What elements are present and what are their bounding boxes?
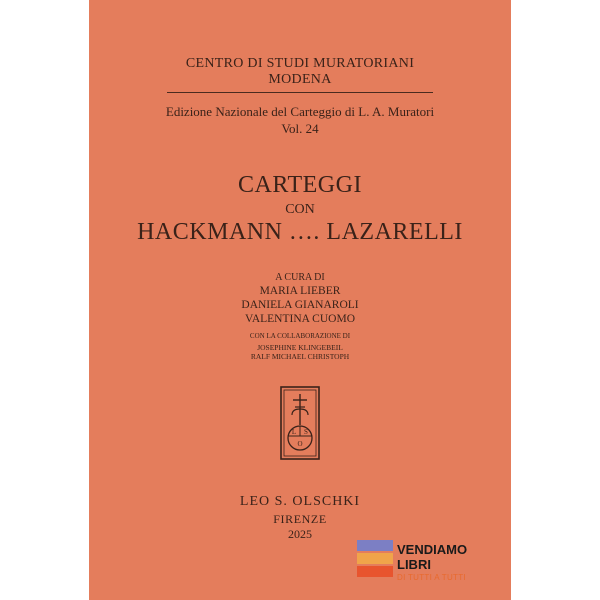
title-line-2: CON — [285, 202, 315, 217]
stack-book-blue — [357, 540, 393, 551]
emblem-letter: L — [291, 428, 297, 436]
emblem-letter: S — [304, 428, 308, 436]
divider — [167, 92, 433, 93]
badge-word-2: LIBRI — [397, 557, 431, 572]
editor-name: DANIELA GIANAROLI — [241, 299, 359, 311]
institution-name: CENTRO DI STUDI MURATORIANI — [185, 56, 415, 71]
book-cover — [89, 0, 511, 600]
volume-number: Vol. 24 — [281, 121, 319, 136]
institution-city: MODENA — [268, 72, 332, 87]
badge-tagline: DI TUTTI A TUTTI — [397, 573, 466, 582]
editors-label: A CURA DI — [275, 272, 325, 283]
publisher-name: LEO S. OLSCHKI — [239, 494, 361, 509]
seller-badge — [357, 538, 497, 588]
publisher-emblem-icon — [279, 385, 321, 461]
badge-word-1: VENDIAMO — [397, 542, 468, 557]
book-stack-icon — [357, 540, 393, 586]
emblem-letter: O — [297, 440, 303, 448]
collaborator-name: JOSEPHINE KLINGEBEIL — [257, 343, 343, 352]
collaborator-name: RALF MICHAEL CHRISTOPH — [250, 352, 350, 361]
stack-book-red — [357, 566, 393, 577]
title-line-3: HACKMANN …. LAZARELLI — [137, 219, 463, 245]
collaboration-label: CON LA COLLABORAZIONE DI — [249, 332, 351, 340]
editor-name: VALENTINA CUOMO — [245, 313, 355, 325]
title-line-1: CARTEGGI — [238, 172, 362, 198]
publication-year: 2025 — [288, 527, 312, 541]
stack-book-orange — [357, 553, 393, 564]
publisher-city: FIRENZE — [273, 512, 327, 526]
series-name: Edizione Nazionale del Carteggio di L. A. Muratori — [165, 104, 435, 119]
editor-name: MARIA LIEBER — [259, 285, 341, 297]
